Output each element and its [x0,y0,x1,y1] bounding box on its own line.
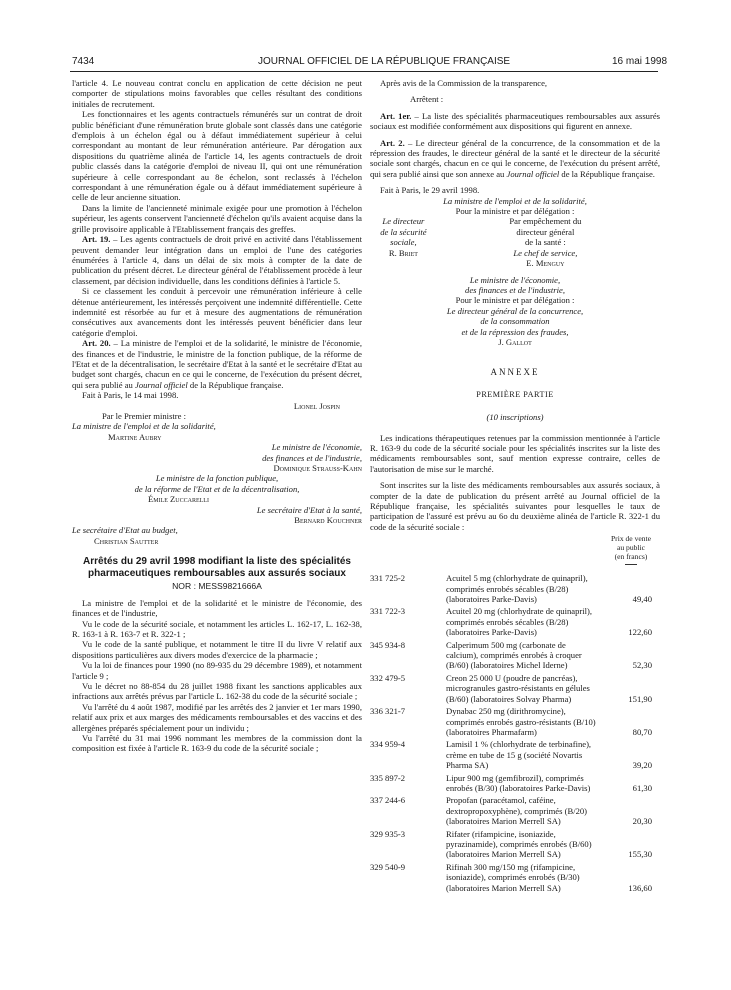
apres-avis: Après avis de la Commission de la transparence, [380,78,548,88]
journal-title: JOURNAL OFFICIEL DE LA RÉPUBLIQUE FRANÇAISE [258,56,511,67]
chef-service: Le chef de service, [513,247,578,258]
drug-entry [370,795,660,826]
issue-date: 16 mai 1998 [612,56,668,67]
dgccrf-3: et de la répression des fraudes, [461,326,569,337]
paragraph: Si ce classement les conduit à percevoir une rémunération inférieure à celle détenue antérieurement, les intéressés perçoivent une indemnité différentielle. Cette indemnité est résorbée au fur et à mesure des augmentations de rémunération consécutives aux avancements dont les intéressés peuvent bénéficier dans leur catégorie d'emploi. [72,286,362,338]
drug-description: Dynabac 250 mg (dirithromycine), comprimés enrobés gastro-résistants (B/10) (laboratoires Pharmafarm) [446,706,596,737]
drug-description: Propofan (paracétamol, caféine, dextropropoxyphène), comprimés (B/20) (laboratoires Marion Merrell SA) [446,795,588,827]
drug-description: Lamisil 1 % (chlorhydrate de terbinafine), crème en tube de 15 g (société Novartis Pharma SA) [446,739,592,771]
header-rule [70,71,658,72]
drug-entry [370,862,660,893]
visa: Vu la loi de finances pour 1990 (no 89-935 du 29 décembre 1989), et notamment l'article 9 ; [72,660,362,681]
drug-price: 61,30 [632,782,652,793]
paragraph: l'article 4. Le nouveau contrat conclu en application de cette décision ne peut comporter de stipulations moins favorables que celles résultant des conditions initiales de recrutement. [72,78,362,109]
fait-line: Fait à Paris, le 29 avril 1998. [380,185,480,196]
drug-entry [370,673,660,704]
article-label: Art. 1er. [380,110,412,121]
signature-kouchner: Bernard Kouchner [294,515,362,526]
drug-price: 151,90 [628,693,652,704]
cip-code: 332 479-5 [370,672,406,683]
pour-la-ministre: Pour la ministre et par délégation : [455,206,575,217]
drug-entry [370,739,660,770]
drug-description: Lipur 900 mg (gemfibrozil), comprimés enrobés (B/30) (laboratoires Parke-Davis) [446,772,591,793]
page-header [0,56,731,70]
signature-aubry: Martine Aubry [108,431,162,442]
cip-code: 331 722-3 [370,606,406,617]
cip-code: 329 540-9 [370,861,406,872]
signature-briet: R. Briet [388,247,418,258]
drug-description: Calperimum 500 mg (carbonate de calcium), comprimés enrobés à croquer (B/60) (laboratoires Michel Iderne) [446,639,582,671]
arrete-title: Arrêtés du 29 avril 1998 modifiant la liste des spécialités pharmaceutiques remboursables aux assurés sociaux [83,556,351,579]
drug-entry [370,573,660,604]
journal-ref: Journal officiel [506,168,560,179]
drug-price: 136,60 [628,882,652,893]
ministre-economie-1: Le ministre de l'économie, [271,442,362,453]
article-text: – La ministre de l'emploi et de la solidarité, le ministre de l'économie, des finances et de l'industrie, le ministre de la fonction publique, de la réforme de l'Etat et de la décentralisation, le secrétaire d'Etat à la santé et le secrétaire d'Etat au budget sont chargés, chacun en ce qui le concerne, de l'exécution du présent décret, qui sera publié au [72,338,363,390]
signature-strauss-kahn: Dominique Strauss-Kahn [273,463,362,474]
signature-pair [370,216,660,268]
visa: Vu le décret no 88-854 du 28 juillet 1988 fixant les sanctions applicables aux infractions aux arrêtés prévus par l'article L. 162-38 du code de la sécurité sociale ; [72,680,362,702]
signature-sautter: Christian Sautter [94,535,159,546]
visa: La ministre de l'emploi et de la solidarité et le ministre de l'économie, des finances et de l'industrie, [72,597,362,619]
ministre-eco-2: des finances et de l'industrie, [465,284,565,295]
paragraph: Sont inscrites sur la liste des médicaments remboursables aux assurés sociaux, à compter de la date de publication du présent arrêté au Journal officiel de la République française, les spécialités suivantes pour lesquelles le taux de participation de l'assuré est prévu au 6o du deuxième alinéa de l'article R. 322-1 du code de la sécurité sociale : [370,480,660,532]
inscriptions-count: (10 inscriptions) [486,412,544,423]
cip-code: 329 935-3 [370,828,406,839]
fait-line: Fait à Paris, le 14 mai 1998. [82,390,179,401]
article-20 [72,338,362,390]
drug-entry [370,640,660,671]
drug-description: Acuitel 20 mg (chlorhydrate de quinapril), comprimés enrobés sécables (B/28) (laboratoires Parke-Davis) [446,606,593,638]
drug-price: 20,30 [632,816,652,827]
nor-reference: NOR : MESS9821666A [172,581,262,592]
partie-heading: PREMIÈRE PARTIE [476,389,554,399]
article-text-end: de la République française. [187,379,284,390]
dss-title-2: de la sécurité sociale, [380,226,427,248]
cip-code: 337 244-6 [370,795,406,806]
signature-pm: Lionel Jospin [293,400,340,411]
annexe-heading: ANNEXE [490,367,540,378]
drug-price: 155,30 [628,849,652,860]
drug-description: Creon 25 000 U (poudre de pancréas), microgranules gastro-résistants en gélules (B/60) (laboratoires Solvay Pharma) [446,672,590,704]
article-label: Art. 20. [82,338,111,349]
drug-price: 122,60 [628,627,652,638]
price-column-header: Prix de vente au public (en francs) [602,534,660,565]
article-19 [72,234,362,286]
article-text: – La liste des spécialités pharmaceutiques remboursables aux assurés sociaux est modifiée conformément aux dispositions qui figurent en annexe. [370,110,660,132]
drug-price: 39,20 [632,760,652,771]
signature-gallot: J. Gallot [498,336,532,347]
paragraph: Dans la limite de l'ancienneté minimale exigée pour une promotion à l'échelon supérieur, les agents conservent l'ancienneté d'échelon qu'ils avaient acquise dans la grille provisoire applicable à l'Etablissement français des greffes. [72,202,362,234]
drug-description: Rifinah 300 mg/150 mg (rifampicine, isoniazide), comprimés enrobés (B/30) (laboratoires Marion Merrell SA) [446,861,580,893]
ministre-economie-2: des finances et de l'industrie, [262,452,362,463]
dss-title-1: Le directeur [382,216,425,227]
ministre-emploi: La ministre de l'emploi et de la solidarité, [72,421,216,432]
secretaire-budget: Le secrétaire d'Etat au budget, [72,525,178,536]
signature-menguy: E. Menguy [526,258,565,269]
drug-description: Acuitel 5 mg (chlorhydrate de quinapril), comprimés enrobés sécables (B/28) (laboratoires Parke-Davis) [446,573,588,605]
secretaire-sante: Le secrétaire d'Etat à la santé, [256,504,362,515]
cip-code: 331 725-2 [370,573,406,584]
drug-price: 52,30 [632,660,652,671]
cip-code: 335 897-2 [370,772,406,783]
article-2 [370,138,660,180]
article-label: Art. 2. [380,137,405,148]
right-column [370,78,660,895]
dgccrf-2: de la consommation [480,316,550,327]
visa: Vu l'arrêté du 4 août 1987, modifié par les arrêtés des 2 janvier et 1er mars 1990, relatif aux prix et aux marges des médicaments remboursables et des vaccins et des allergènes préparés spécialement pour un individu ; [72,701,362,733]
cip-code: 336 321-7 [370,706,406,717]
article-text-end: de la République française. [559,168,655,179]
drug-list [370,573,660,893]
paragraph: Les indications thérapeutiques retenues par la commission mentionnée à l'article R. 163-9 du code de la sécurité sociale pour les spécialités inscrites sur la liste des médicaments remboursables sont, sauf mention expresse contraire, celles de l'autorisation de mise sur le marché. [370,432,660,474]
dgccrf-1: Le directeur général de la concurrence, [446,305,584,316]
ministre-emploi: La ministre de l'emploi et de la solidarité, [443,195,587,206]
drug-price: 49,40 [632,594,652,605]
drug-price: 80,70 [632,726,652,737]
drug-entry [370,706,660,737]
article-label: Art. 19. [82,234,111,245]
visa: Vu l'arrêté du 31 mai 1996 nommant les membres de la commission dont la composition est fixée à l'article R. 163-9 du code de la sécurité sociale ; [72,732,362,754]
pour-le-ministre: Pour le ministre et par délégation : [455,295,575,306]
visa: Vu le code de la sécurité sociale, et notamment les articles L. 162-17, L. 162-38, R. 163-1 à R. 163-7 et R. 322-1 ; [72,618,362,639]
ministre-eco-1: Le ministre de l'économie, [469,274,561,285]
article-text: – Les agents contractuels de droit privé en activité dans l'établissement peuvent demander leur intégration dans un emploi de l'une des catégories énumérées à l'article 4, dans un délai de six mois à compter de la date de publication du présent décret. Le directeur général de l'établissement procède à leur classement, par décision individuelle, dans les conditions définies à l'article 5. [72,234,362,286]
ministre-fp-2: de la réforme de l'Etat et de la décentralisation, [134,483,300,494]
drug-entry [370,829,660,860]
arretent: Arrêtent : [410,94,444,105]
drug-entry [370,773,660,794]
article-1 [370,111,660,132]
empechement-1: Par empêchement du directeur général [509,216,582,237]
visa: Vu le code de la santé publique, et notamment le titre II du livre V relatif aux dispositions particulières aux divers modes d'exercice de la pharmacie ; [72,639,362,660]
left-column [72,78,362,754]
page-number: 7434 [72,56,95,67]
cip-code: 334 959-4 [370,739,406,750]
signature-zuccarelli: Émile Zuccarelli [148,494,209,505]
drug-entry [370,606,660,637]
journal-ref: Journal officiel [135,379,188,390]
paragraph: Les fonctionnaires et les agents contractuels rémunérés sur un contrat de droit public bénéficiant d'une rémunération brute globale sont classés dans une catégorie d'emplois à un échelon égal ou à défaut immédiatement supérieur à celui correspondant au montant de leur rémunération antérieure. Par dérogation aux dispositions du quatrième alinéa de l'article 14, les agents contractuels de droit public classés dans la catégorie d'emploi de niveau II, qui ont une rémunération supérieure à celle correspondant au 8e échelon, sont reclassés à l'échelon correspondant à une rémunération égale ou à défaut immédiatement supérieure à celle de leur ancienne situation. [72,109,362,203]
par-premier-ministre: Par le Premier ministre : [102,411,187,421]
empechement-2: de la santé : [524,237,566,248]
ministre-fp-1: Le ministre de la fonction publique, [155,473,279,484]
article-text: – Le directeur général de la concurrence, de la consommation et de la répression des fraudes, le directeur général de la santé et le directeur de la sécurité sociale sont chargés, chacun en ce qui le concerne, de l'exécution du présent arrêté, qui sera publié ainsi que son annexe au [370,137,660,179]
cip-code: 345 934-8 [370,639,406,650]
drug-description: Rifater (rifampicine, isoniazide, pyrazinamide), comprimés enrobés (B/60) (laboratoires Marion Merrell SA) [446,828,592,860]
